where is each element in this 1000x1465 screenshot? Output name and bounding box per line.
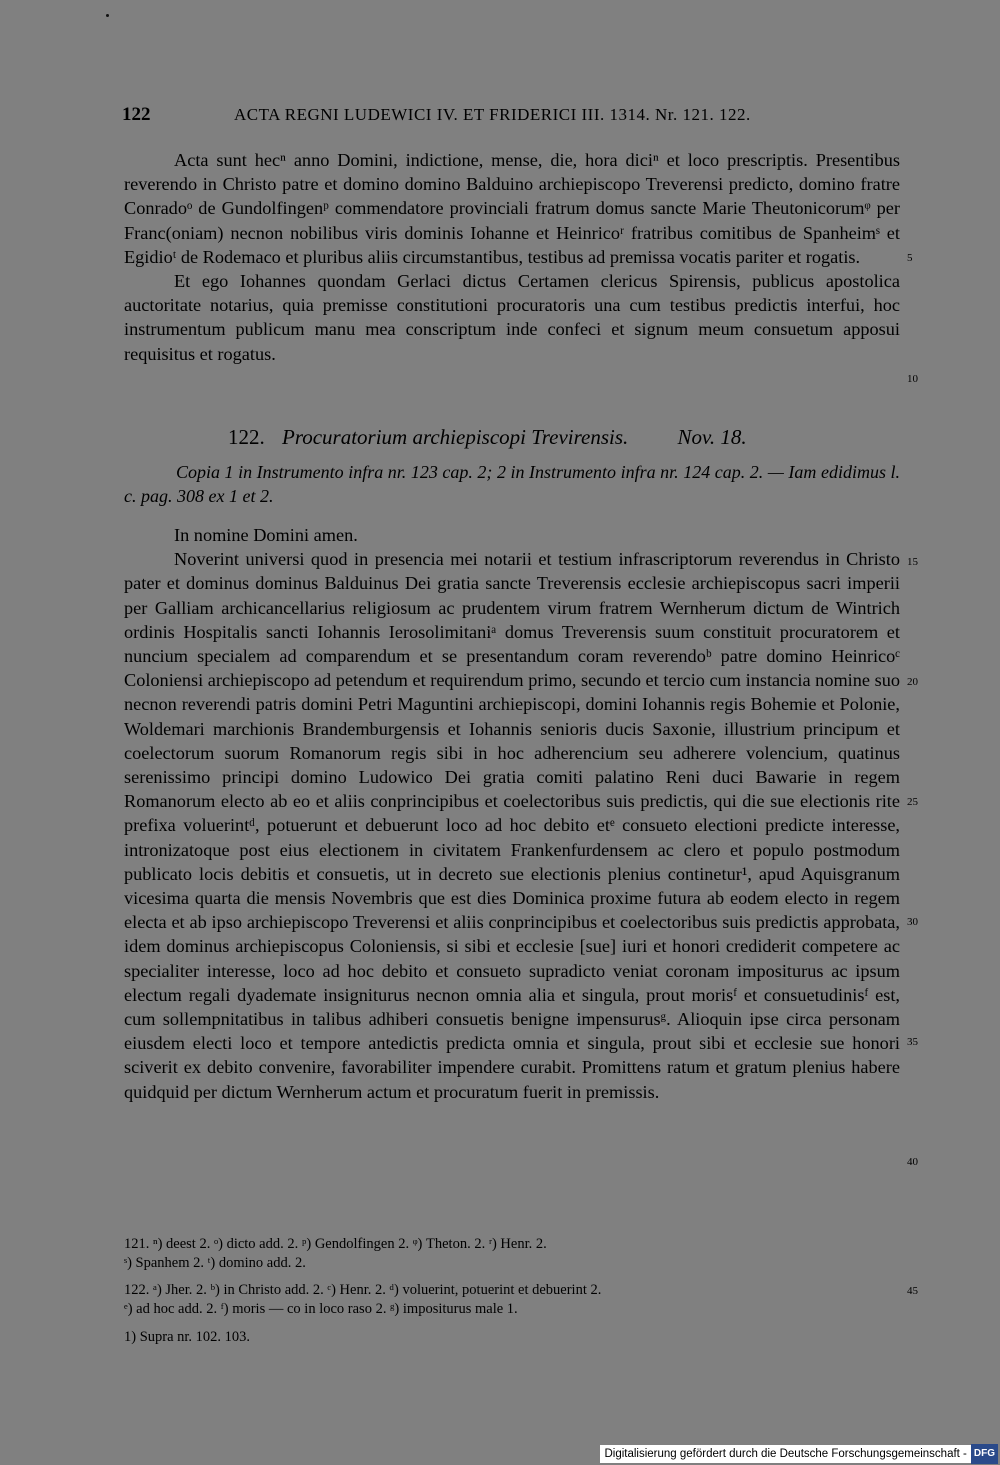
doc121-closing [124, 148, 900, 366]
doc122-body: Noverint universi quod in presencia mei notarii et testium infrascriptorum reverendus in Christo pater et dominus dominus Balduinus Dei gratia sancte Treverensis ecclesie archiepiscopus sacri imperii per Galliam archicancellarius religiosum ac prudentem virum fratrem Wernherum dictum de Wintrich ordinis Hospitalis sancti Iohannis Ierosolimitaniᵃ domus Treverensis suum constituit procuratorem et nuncium specialem ad comparendum et se presentandum coram reverendoᵇ patre domino Heinricoᶜ Coloniensi archiepiscopo ad petendum et requirendum primo, secundo et tercio cum instancia nomine suo necnon reverendi patris domini Petri Maguntini archiepiscopi, domini Iohannis regis Bohemie et Polonie, Woldemari marchionis Brandemburgensis et Iohannis senioris ducis Saxonie, illustrium principum et coelectorum suorum Romanorum regis sibi in hoc adherencium seu adherere volencium, quatinus serenissimo principi domino Ludowico Dei gratia comiti palatino Reni duci Bawarie in regem Romanorum electo ab eo et aliis conprincipibus et coelectoribus suis predictis, qui die sue electionis rite prefixa voluerintᵈ, potuerunt et debuerunt loco ad hoc debito etᵉ consueto electioni predicte interesse, intronizatoque post eius electionem in civitatem Frankenfurdensem ac clero et populo postmodum publicato locis debitis et consuetis, ut in decreto sue electionis plenius continetur¹, apud Aquisgranum vicesima quarta die mensis Novembris que est dies Dominica proxime futura ab eodem electo in regem electa et ab ipso archiepiscopo Treverensi et aliis conprincipibus et coelectoribus suis predictis approbata, idem dominus archiepiscopus Coloniensis, si sibi et ecclesie [sue] iuri et honori crediderit competere ac specialiter interesse, loco ad hoc debito et consueto supradicto veniat coronam impositurus ac ipsum electum regali dyademate insigniturus necnon omnia alia et singula, prout morisᶠ et consuetudinisᶠ est, cum sollempnitatibus in talibus adhiberi consuetis benigne impensurusᵍ. Alioquin ipse circa personam eiusdem electi loco et tempore antedictis predicta omnia et singula, prout sibi et ecclesie sue honori sciverit ex debito convenire, favorabiliter impendere curabit. Promittens ratum et gratum plenius habere quidquid per dictum Wernherum actum et procuratum fuerit in premissis. [124, 549, 900, 1102]
doc121-para-notary: Et ego Iohannes quondam Gerlaci dictus Certamen clericus Spirensis, publicus apostolica auctoritate notarius, quia premisse constitutioni procuratoris una cum testibus predictis interfui, hoc instrumentum publicum manu mea conscriptum inde confeci et signum meum consuetum apposui requisitus et rogatus. [124, 271, 900, 364]
running-title: ACTA REGNI LUDEWICI IV. ET FRIDERICI III. 1314. Nr. 121. 122. [234, 105, 751, 124]
doc122-copia-note: Copia 1 in Instrumento infra nr. 123 cap. 2; 2 in Instrumento infra nr. 124 cap. 2. — Iam edidimus l. c. pag. 308 ex 1 et 2. [124, 462, 900, 506]
footnote-line: 121. ⁿ) deest 2. ᵒ) dicto add. 2. ᵖ) Gendolfingen 2. ᵠ) Theton. 2. ʳ) Henr. 2. [124, 1236, 547, 1252]
doc121-para-acta: Acta sunt hecⁿ anno Domini, indictione, mense, die, hora diciⁿ et loco prescriptis. Presentibus reverendo in Christo patre et domino domino Balduino archiepiscopo Treverensi predicto, domino fratre Conradoᵒ de Gundolfingenᵖ commendatore provinciali fratrum domus sancte Marie Theutonicorumᵠ per Franc(oniam) necnon nobilibus viris dominis Iohanne et Heinricoʳ fratribus comitibus de Spanheimˢ et Egidioᵗ de Rodemaco et pluribus aliis circumstantibus, testibus ad premissa vocatis pariter et rogatis. [124, 150, 900, 267]
doc122-invocation: In nomine Domini amen. [174, 525, 358, 545]
line-number: 25 [907, 796, 918, 808]
footnote-line: ᵉ) ad hoc add. 2. ᶠ) moris — co in loco raso 2. ᵍ) impositurus male 1. [124, 1301, 518, 1317]
line-number: 15 [907, 556, 918, 568]
doc122-date: Nov. 18. [677, 425, 747, 449]
footnotes-121 [124, 1235, 900, 1273]
footnote-line: 1) Supra nr. 102. 103. [124, 1329, 251, 1345]
doc122-number: 122. [228, 425, 265, 449]
digitization-credit [600, 1445, 998, 1463]
page-header [122, 104, 902, 130]
line-number: 40 [907, 1156, 918, 1168]
credit-text: Digitalisierung gefördert durch die Deutsche Forschungsgemeinschaft - [604, 1448, 967, 1460]
page-number: 122 [122, 104, 151, 125]
footnote-line: 122. ᵃ) Jher. 2. ᵇ) in Christo add. 2. ᶜ) Henr. 2. ᵈ) voluerint, potuerint et debuerint 2. [124, 1282, 602, 1298]
line-number: 10 [907, 373, 918, 385]
line-number: 5 [907, 252, 913, 264]
footnotes-122 [124, 1281, 900, 1319]
doc122-title: Procuratorium archiepiscopi Trevirensis. [282, 425, 629, 449]
doc122-heading [228, 425, 747, 450]
line-number: 45 [907, 1285, 918, 1297]
line-number: 30 [907, 916, 918, 928]
dfg-logo-icon: DFG [971, 1444, 998, 1464]
line-number: 20 [907, 676, 918, 688]
doc122-text [124, 523, 900, 1104]
footnote-line: ˢ) Spanhem 2. ᵗ) domino add. 2. [124, 1255, 306, 1271]
line-number: 35 [907, 1036, 918, 1048]
footnote-reference [124, 1328, 900, 1347]
scan-speck [106, 14, 109, 17]
